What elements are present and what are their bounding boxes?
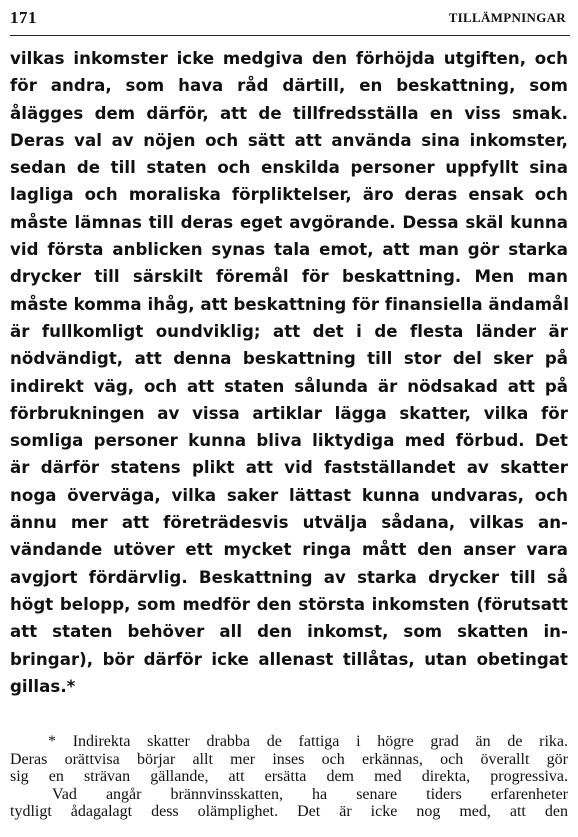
text-line: ålägges dem därför, att de tillfredsställa en viss smak. (10, 103, 568, 123)
text-line: högt belopp, som medför den största inkomsten (förutsatt (10, 594, 568, 614)
text-line: förbrukningen av vissa artiklar lägga skatter, vilka för (10, 403, 568, 423)
text-line: vilkas inkomster icke medgiva den förhöjda utgiften, och (10, 49, 568, 68)
main-text (10, 45, 568, 700)
header-rule (10, 35, 570, 36)
running-header (10, 8, 568, 28)
footnote-line: tydligt ådagalagt dess olämplighet. Det är icke nog med, att den (10, 803, 568, 821)
page-number: 171 (10, 8, 37, 27)
footnote-line: Vad angår brännvinsskatten, ha senare tiders erfarenheter (52, 785, 568, 803)
text-line: för andra, som hava råd därtill, en beskattning, som (10, 76, 568, 96)
text-line: måste komma ihåg, att beskattning för finansiella ändamål (10, 294, 570, 314)
text-line: lagliga och moraliska förpliktelser, äro deras ensak och (10, 185, 568, 205)
chapter-title: TILLÄMPNINGAR (448, 10, 566, 25)
text-line: gillas.* (10, 676, 76, 696)
footnote-block (10, 733, 568, 821)
text-line: bringar), bör därför icke allenast tillåtas, utan obetingat (10, 649, 568, 669)
footnote-line: * Indirekta skatter drabba de fattiga i högre grad än de rika. (48, 733, 568, 750)
text-line: att staten behöver all den inkomst, som skatten in- (10, 622, 568, 642)
text-line: vändande utöver ett mycket ringa mått den anser vara (10, 540, 568, 560)
text-line: sedan de till staten och enskilda personer uppfyllt sina (10, 158, 568, 178)
footnote-line: Deras orättvisa börjar allt mer inses och erkännas, och överallt gör (10, 750, 568, 768)
text-line: ännu mer att företrädesvis utvälja sådana, vilkas an- (10, 513, 568, 533)
text-line: är därför statens plikt att vid fastställandet av skatter (10, 458, 568, 478)
text-line: noga överväga, vilka saker lättast kunna undvaras, och (10, 485, 568, 505)
text-line: nödvändigt, att denna beskattning till stor del sker på (10, 349, 568, 369)
text-line: Deras val av nöjen och sätt att använda sina inkomster, (10, 130, 568, 150)
text-line: är fullkomligt oundviklig; att det i de flesta länder är (10, 321, 568, 341)
text-line: somliga personer kunna bliva liktydiga med förbud. Det (10, 431, 568, 451)
text-line: drycker till särskilt föremål för beskattning. Men man (10, 267, 568, 287)
footnote-line: sig en strävan gällande, att ersätta dem med direkta, progressiva. (10, 768, 568, 786)
text-line: måste lämnas till deras eget avgörande. Dessa skäl kunna (10, 212, 568, 232)
text-line: vid första anblicken synas tala emot, att man gör starka (10, 240, 568, 260)
text-line: indirekt väg, och att staten sålunda är nödsakad att på (10, 376, 568, 396)
text-line: avgjort fördärvlig. Beskattning av starka drycker till så (10, 567, 568, 587)
